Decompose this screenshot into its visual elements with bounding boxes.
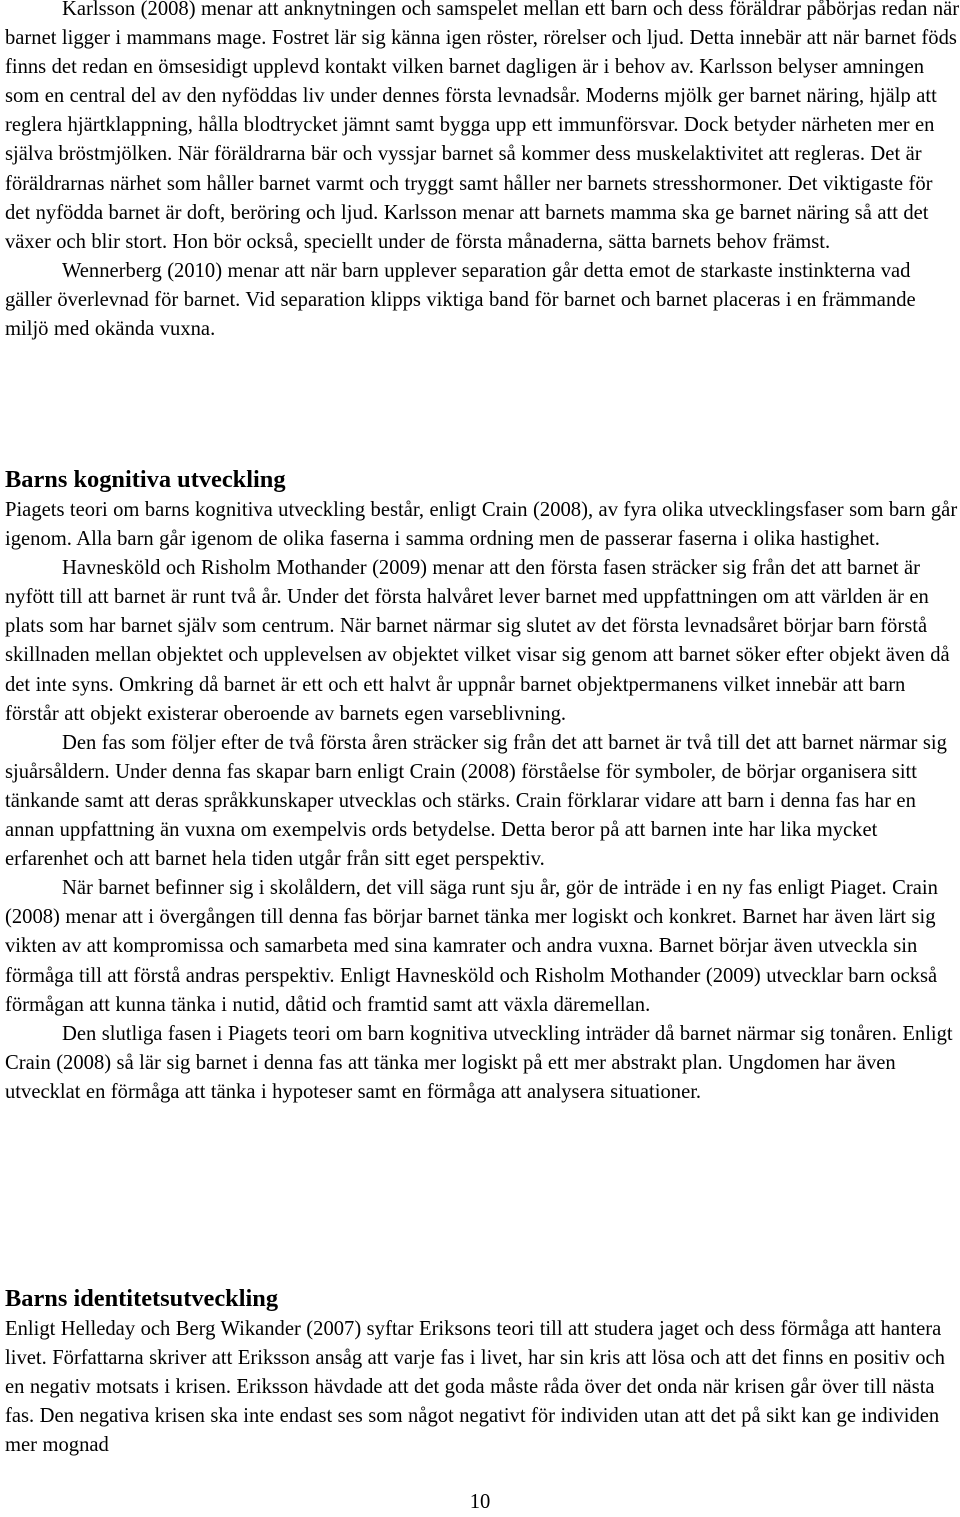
paragraph: Piagets teori om barns kognitiva utveckling består, enligt Crain (2008), av fyra olika utvecklingsfaser som barn går igenom. Alla barn går igenom de olika faserna i samma ordning men de passerar faserna i olika hastighet.	[5, 499, 958, 551]
paragraph: Havnesköld och Risholm Mothander (2009) menar att den första fasen sträcker sig från det att barnet är nyfött till att barnet är runt två år. Under det första halvåret lever barnet med uppfattningen om att världen är en plats som har barnet själv som centrum. När barnet närmar sig slutet av det första levnadsåret börjar barn förstå skillnaden mellan objektet och upplevelsen av objektet vilket visar sig genom att barnet söker efter objekt även då det inte syns. Omkring då barnet är ett och ett halvt år uppnår barnet objektpermanens vilket innebär att barn förstår att objekt existerar oberoende av barnets egen varseblivning.	[5, 557, 950, 725]
intro-section	[5, 0, 960, 344]
paragraph: När barnet befinner sig i skolåldern, det vill säga runt sju år, gör de inträde i en ny fas enligt Piaget. Crain (2008) menar att i övergången till denna fas börjar barnet tänka mer logiskt och konkret. Barnet har även lärt sig vikten av att kompromissa och samarbeta med sina kamrater och andra vuxna. Barnet börjar även utveckla sin förmåga till att förstå andras perspektiv. Enligt Havnesköld och Risholm Mothander (2009) utvecklar barn också förmågan att kunna tänka i nutid, dåtid och framtid samt att växla däremellan.	[5, 877, 938, 1016]
page-number: 10	[469, 1491, 491, 1513]
identity-section	[5, 1284, 960, 1460]
section-heading: Barns identitetsutveckling	[5, 1285, 279, 1312]
cognitive-section	[5, 465, 960, 1107]
paragraph: Karlsson (2008) menar att anknytningen och samspelet mellan ett barn och dess föräldrar påbörjas redan när barnet ligger i mammans mage. Fostret lär sig känna igen röster, rörelser och ljud. Detta innebär att när barnet föds finns det redan en ömsesidigt upplevd kontakt vilken barnet dagligen är i behov av. Karlsson belyser amningen som en central del av den nyföddas liv under dennes första levnadsår. Moderns mjölk ger barnet näring, hjälp att reglera hjärtklappning, hålla blodtrycket jämnt samt bygga upp ett immunförsvar. Dock betyder närheten mer en själva bröstmjölken. När föräldrarna bär och vyssjar barnet så kommer dess muskelaktivitet att regleras. Det är föräldrarnas närhet som håller barnet varmt och tryggt samt håller ner barnets stresshormoner. Det viktigaste för det nyfödda barnet är doft, beröring och ljud. Karlsson menar att barnets mamma ska ge barnet näring så att det växer och blir stort. Hon bör också, speciellt under de första månaderna, sätta barnets behov främst.	[5, 0, 960, 253]
paragraph: Den slutliga fasen i Piagets teori om barn kognitiva utveckling inträder då barnet närmar sig tonåren. Enligt Crain (2008) så lär sig barnet i denna fas att tänka mer logiskt på ett mer abstrakt plan. Ungdomen har även utvecklat en förmåga att tänka i hypoteser samt en förmåga att analysera situationer.	[5, 1022, 953, 1103]
section-heading: Barns kognitiva utveckling	[5, 466, 286, 493]
paragraph: Den fas som följer efter de två första åren sträcker sig från det att barnet är två till det att barnet närmar sig sjuårsåldern. Under denna fas skapar barn enligt Crain (2008) förståelse för symboler, de börjar organisera sitt tänkande samt att deras språkkunskaper utvecklas och stärks. Crain förklarar vidare att barn i denna fas har en annan uppfattning än vuxna om exempelvis ords betydelse. Detta beror på att barnen inte har lika mycket erfarenhet och att barnet hela tiden utgår från sitt eget perspektiv.	[5, 731, 947, 871]
paragraph: Enligt Helleday och Berg Wikander (2007) syftar Eriksons teori till att studera jaget och dess förmåga att hantera livet. Författarna skriver att Eriksson ansåg att varje fas i livet, har sin kris att lösa och att det finns en positiv och en negativ motsats i krisen. Eriksson hävdade att det goda måste råda över det onda när krisen går över till nästa fas. Den negativa krisen ska inte endast ses som något negativt för individen utan att det på sikt kan ge individen mer mognad	[5, 1318, 945, 1457]
paragraph: Wennerberg (2010) menar att när barn upplever separation går detta emot de starkaste instinkterna vad gäller överlevnad för barnet. Vid separation klipps viktiga band för barnet och barnet placeras i en främmande miljö med okända vuxna.	[5, 259, 916, 341]
